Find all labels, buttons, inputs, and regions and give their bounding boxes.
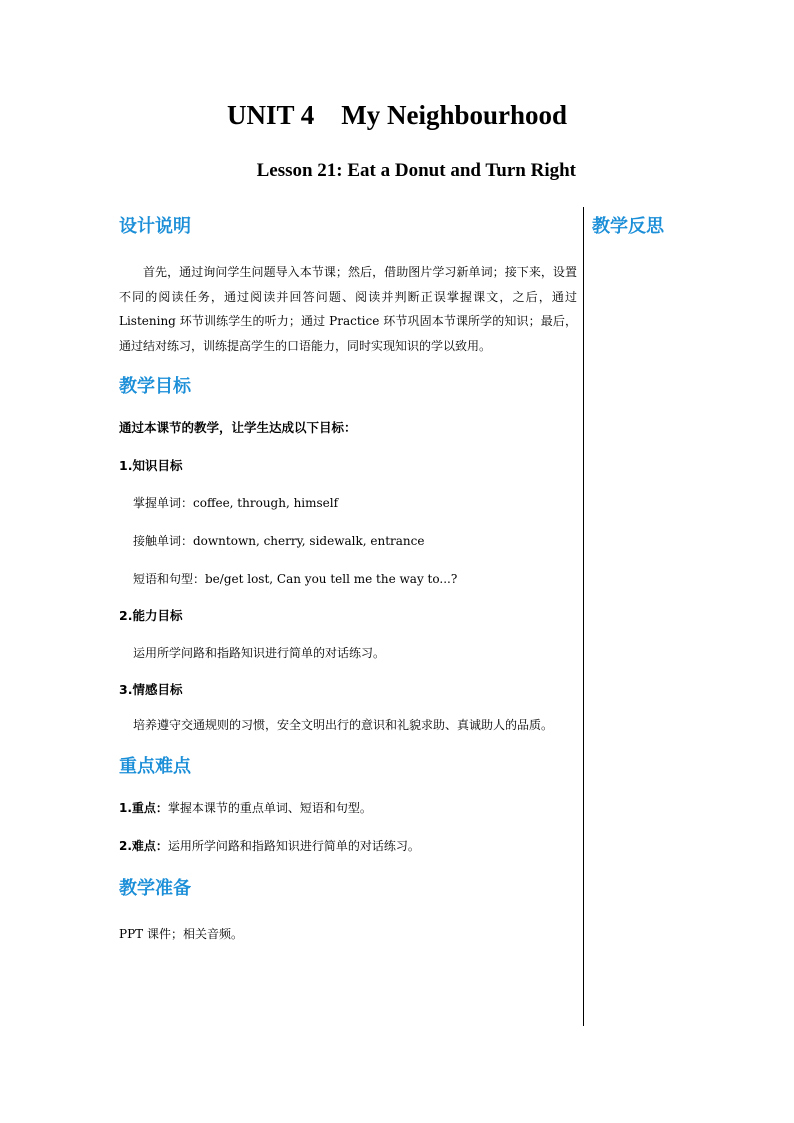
design-section [119, 212, 577, 358]
key-point-item [119, 798, 577, 818]
preparation-heading: 教学准备 [119, 877, 191, 899]
reflection-heading: 教学反思 [592, 216, 664, 237]
knowledge-line-phrases: 短语和句型：be/get lost, Can you tell me the way to...? [133, 572, 458, 586]
emotion-goal-title: 3.情感目标 [119, 682, 183, 697]
goals-intro: 通过本课节的教学，让学生达成以下目标： [119, 420, 357, 435]
emotion-goal-text: 培养遵守交通规则的习惯，安全文明出行的意识和礼貌求助、真诚助人的品质。 [133, 718, 554, 732]
key-point-text: 掌握本课节的重点单词、短语和句型。 [167, 800, 372, 815]
column-divider [583, 207, 584, 1026]
lesson-title: Lesson 21: Eat a Donut and Turn Right [256, 160, 576, 181]
knowledge-goal-title: 1.知识目标 [119, 458, 183, 473]
design-paragraph: 首先，通过询问学生问题导入本节课；然后，借助图片学习新单词；接下来，设置不同的阅读任务，通过阅读并回答问题、阅读并判断正误掌握课文，之后，通过 Listening 环节训练学生的听力；通过 Practice 环节巩固本节课所学的知识；最后，通过结对练习，训练提高学生的口语能力，同时实现知识的学以致用。 [119, 265, 577, 353]
difficulty-text: 运用所学问路和指路知识进行简单的对话练习。 [167, 838, 420, 853]
unit-title: UNIT 4 My Neighbourhood [226, 100, 568, 130]
difficulty-label: 2.难点： [119, 838, 168, 853]
design-heading: 设计说明 [119, 216, 191, 237]
key-points-section [119, 752, 577, 856]
preparation-section [119, 874, 577, 944]
key-points-heading: 重点难点 [119, 755, 191, 777]
key-point-label: 1.重点： [119, 800, 168, 815]
main-column [119, 212, 577, 944]
ability-goal-text: 运用所学问路和指路知识进行简单的对话练习。 [133, 646, 386, 660]
reflection-column [592, 212, 772, 242]
preparation-text: PPT 课件；相关音频。 [119, 926, 243, 941]
goals-heading: 教学目标 [119, 376, 191, 397]
knowledge-line-exposure: 接触单词：downtown, cherry, sidewalk, entrance [133, 534, 425, 548]
difficulty-item [119, 836, 577, 856]
ability-goal-title: 2.能力目标 [119, 608, 183, 623]
knowledge-line-words: 掌握单词：coffee, through, himself [133, 496, 339, 510]
goals-section [119, 372, 577, 738]
